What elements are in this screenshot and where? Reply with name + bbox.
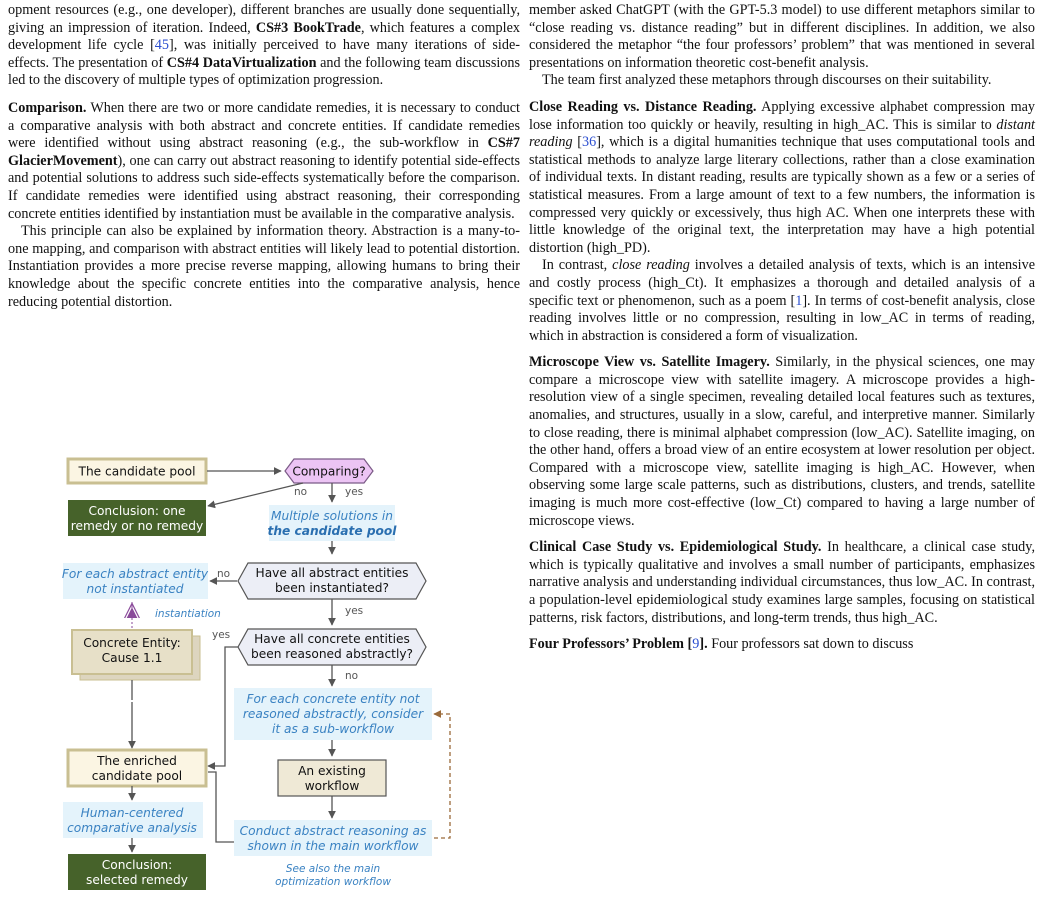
paragraph-heading: Clinical Case Study vs. Epidemiological Study. (529, 539, 822, 556)
edge-label-yes: yes (345, 605, 364, 617)
label: The candidate pool (78, 464, 196, 479)
text-run: , which features a complex development life cycle [ (8, 19, 520, 54)
node-for-each-concrete (234, 688, 432, 740)
paragraph-information-theory: This principle can also be explained by information theory. Abstraction is a many-to-one mapping, and comparison with abstract entities will likely lead to potential distortion. Instantiation provides a more precise reverse mapping, allowing humans to bring their knowledge about the specific concrete entities into the comparative analysis, hence reducing potential distortion. (8, 223, 520, 310)
case-study-ref: CS#4 DataVirtualization (166, 54, 317, 71)
node-human-centered-analysis (63, 802, 203, 838)
text-run: Similarly, in the physical sciences, one may compare a microscope view with satellite imagery. A microscope provides a high-resolution view of a single specimen, revealing detailed local features such as textures, anomalies, and structures, usually in a slow, careful, and interpretive manner. Similarly to close reading, there is minimal alphabet compression (low_AC). Satellite imaging, on the other hand, offers a broad view of an entire ecosystem at lower resolution per object. Compared with a microscope view, satellite imaging is high_AC. However, when observing some large scale patterns, such as distributions, clusters, and trends, satellite imaging is much more cost-effective (low_Ct) compared to having a large number of microscope views. (529, 354, 1035, 529)
text-run: ]. In terms of cost-benefit analysis, close reading involves little or no compression, resulting in low_AC in terms of reading, which in abstraction is considered a form of visualization. (529, 292, 1035, 344)
label: An existing (298, 764, 366, 778)
case-study-ref: CS#7 GlacierMovement (8, 135, 520, 169)
label: it as a sub-workflow (271, 722, 395, 736)
edge-label-instantiation: instantiation (155, 608, 221, 620)
paragraph-heading: Four Professors’ Problem [ (529, 636, 693, 653)
label: workflow (304, 779, 360, 793)
edge-label-no: no (294, 486, 308, 498)
label: shown in the main workflow (247, 839, 419, 853)
edge-label-yes: yes (345, 486, 364, 498)
note-see-also: See also the main (285, 863, 381, 875)
node-abstract-instantiated-decision (238, 563, 426, 599)
text-run: In healthcare, a clinical case study, which is typically qualitative and involves a small number of participants, emphasizes narrative analysis and understanding individual circumstances, thus low_AC. In contrast, a population-level epidemiological study examines large samples, focusing on statistical patterns, risk factors, distributions, and long-term trends, thus high_AC. (529, 539, 1035, 626)
paragraph-metaphors: member asked ChatGPT (with the GPT-5.3 model) to use different metaphors similar to “close reading vs. distance reading” but in different disciplines. In addition, we also considered the metaphor “the four professors’ problem” that was mentioned in several presentations on information theoretic cost-benefit analysis. (529, 2, 1035, 71)
paragraph-heading: Comparison. (8, 99, 87, 116)
edge-label-no: no (217, 568, 231, 580)
label: Conduct abstract reasoning as (239, 824, 427, 838)
label: Concrete Entity: (83, 636, 181, 650)
label: been reasoned abstractly? (250, 647, 414, 661)
paragraph-close-reading-contrast (529, 257, 1035, 345)
label: Human-centered (80, 806, 184, 820)
text-run: involves a detailed analysis of texts, which is an intensive and costly process (high_Ct). It emphasizes a thorough and detailed analysis of a specific text or phenomenon, such as a poem [ (529, 257, 1035, 309)
node-multiple-solutions (268, 505, 398, 541)
citation-link[interactable]: 1 (795, 292, 803, 309)
text-run: In contrast, (542, 257, 613, 274)
edge-label-yes: yes (212, 629, 231, 641)
edge-label-no: no (345, 670, 359, 682)
label: the candidate pool (267, 524, 397, 538)
node-enriched-candidate-pool (68, 750, 206, 786)
paragraph-comparison (8, 100, 520, 223)
text-run: [ (572, 134, 583, 151)
text-run: Four professors sat down to discuss (707, 636, 914, 653)
paragraph-heading: Close Reading vs. Distance Reading. (529, 98, 757, 115)
paragraph-microscope (529, 354, 1035, 530)
comparison-workflow-diagram (62, 450, 462, 890)
label: not instantiated (86, 582, 184, 596)
paragraph-close-reading (529, 99, 1035, 257)
node-conclusion-selected-remedy (68, 854, 206, 890)
node-conclusion-one-remedy (68, 500, 206, 536)
label: Cause 1.1 (101, 651, 163, 665)
citation-link[interactable]: 36 (582, 134, 597, 151)
paragraph-discourses: The team first analyzed these metaphors through discourses on their suitability. (542, 72, 992, 89)
label: For each abstract entity (62, 567, 209, 581)
note-see-also: optimization workflow (275, 876, 391, 888)
paragraph-clinical (529, 539, 1035, 627)
label: For each concrete entity not (246, 692, 420, 706)
label: candidate pool (91, 769, 183, 783)
paragraph-heading: ]. (699, 636, 708, 653)
node-concrete-reasoned-decision (238, 629, 426, 665)
label: comparative analysis (67, 821, 197, 835)
text-run: ], which is a digital humanities technique that uses computational tools and statistical methods to analyze large literary collections, rather than a close examination of individual texts. In distant reading, results are typically shown as a few or a series of statistical measures. From a large amount of text to a few numbers, the information is compressed very quickly or excessively, thus high AC. When one interprets these with little knowledge of the original text, the interpretation may have a high potential distortion (high_PD). (529, 134, 1035, 256)
case-study-ref: CS#3 BookTrade (255, 19, 361, 36)
label: The enriched (97, 754, 177, 768)
emphasis: distant reading (529, 116, 1035, 151)
node-candidate-pool (68, 459, 206, 483)
label: Conclusion: one (88, 504, 186, 518)
right-column (529, 2, 1035, 654)
label: Multiple solutions in (271, 509, 393, 523)
paragraph-iteration (8, 2, 520, 90)
label: Conclusion: (101, 858, 173, 872)
label: Comparing? (292, 464, 366, 479)
paragraph-four-professors (529, 636, 1035, 654)
label: Have all concrete entities (254, 632, 410, 646)
label: Have all abstract entities (255, 566, 409, 580)
text-run: opment resources (e.g., one developer), different branches are usually done sequentially, giving an impression of iteration. Indeed, (8, 2, 520, 36)
emphasis: close reading (612, 257, 690, 274)
citation-link[interactable]: 45 (154, 37, 169, 54)
label: reasoned abstractly, consider (242, 707, 424, 721)
left-column (8, 2, 520, 311)
paragraph-heading: Microscope View vs. Satellite Imagery. (529, 354, 770, 371)
label: selected remedy (86, 873, 188, 887)
citation-link[interactable]: 9 (692, 636, 700, 653)
node-comparing-decision (285, 459, 373, 483)
text-run: When there are two or more candidate remedies, it is necessary to conduct a comparative analysis with both abstract and concrete entities. If candidate remedies were identified without using abstract reasoning (e.g., the sub-workflow in (8, 99, 520, 152)
node-concrete-entity (72, 630, 200, 680)
text-run: ], was initially perceived to have many iterations of side-effects. The presentation of (8, 37, 520, 71)
label: remedy or no remedy (70, 519, 204, 533)
text-run: ), one can carry out abstract reasoning to identify potential side-effects and potential solutions to address such side-effects systematically before the comparison. If candidate remedies were identified using abstract reasoning, their corresponding concrete entities identified by instantiation must be available in the comparative analysis. (8, 152, 520, 222)
instantiation-icon (124, 602, 140, 630)
node-conduct-abstract-reasoning (234, 820, 432, 856)
label: been instantiated? (275, 581, 389, 595)
node-existing-workflow (278, 760, 386, 796)
text-run: and the following team discussions led to the discovery of multiple types of optimization progression. (8, 54, 520, 89)
text-run: Applying excessive alphabet compression may lose information too quickly or heavily, resulting in high_AC. This is similar to (529, 98, 1036, 133)
node-for-each-abstract (62, 563, 209, 599)
